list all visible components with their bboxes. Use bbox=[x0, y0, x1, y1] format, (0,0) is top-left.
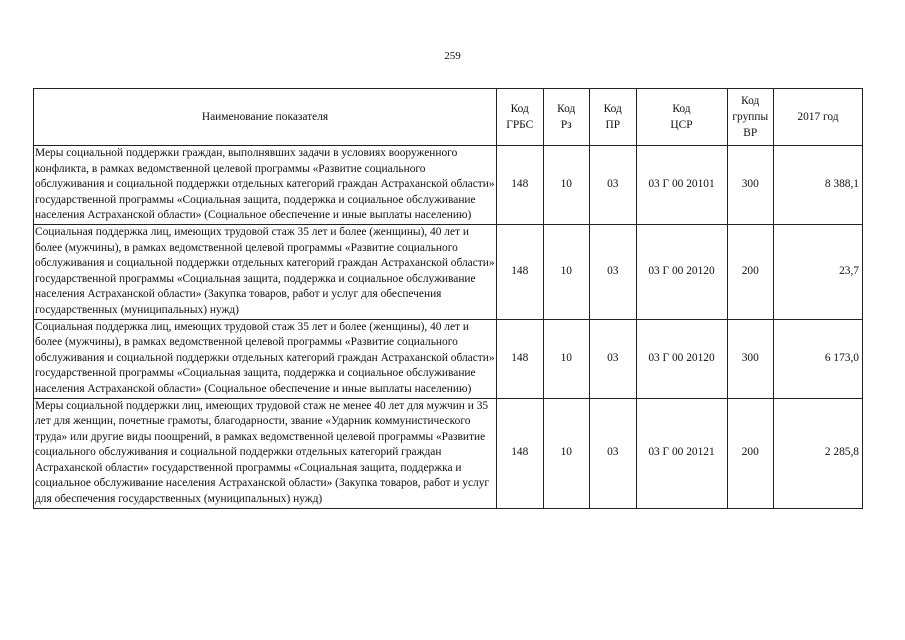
row-name: Меры социальной поддержки лиц, имеющих трудовой стаж не менее 40 лет для мужчин и 35 лет для женщин, почетные грамоты, благодарности, звание «Ударник коммунистического труда» или другие виды поощрений, в рамках ведомственной целевой программы «Развитие социального обслуживания и социальной поддержки отдельных категорий граждан Астраханской области» государственной программы «Социальная защита, поддержка и социальное обслуживание населения Астраханской области» (Закупка товаров, работ и услуг для обеспечения государственных (муниципальных) нужд) bbox=[34, 398, 497, 508]
header-pr-line1: Код bbox=[603, 103, 622, 115]
row-csr: 03 Г 00 20121 bbox=[636, 398, 727, 508]
table-row bbox=[34, 319, 863, 398]
row-pr: 03 bbox=[590, 398, 637, 508]
header-vr-line1: Код bbox=[741, 95, 760, 107]
header-grbs bbox=[497, 89, 544, 146]
header-rz-line1: Код bbox=[557, 103, 576, 115]
row-vr: 300 bbox=[727, 319, 774, 398]
row-vr: 200 bbox=[727, 224, 774, 319]
header-grbs-line1: Код bbox=[510, 103, 529, 115]
row-pr: 03 bbox=[590, 146, 637, 225]
header-vr bbox=[727, 89, 774, 146]
header-csr bbox=[636, 89, 727, 146]
row-csr: 03 Г 00 20101 bbox=[636, 146, 727, 225]
row-rz: 10 bbox=[543, 319, 590, 398]
row-rz: 10 bbox=[543, 146, 590, 225]
row-pr: 03 bbox=[590, 224, 637, 319]
header-row bbox=[34, 89, 863, 146]
row-amount: 8 388,1 bbox=[774, 146, 863, 225]
row-grbs: 148 bbox=[497, 224, 544, 319]
header-rz-line2: Рз bbox=[560, 119, 572, 131]
row-amount: 23,7 bbox=[774, 224, 863, 319]
header-pr-line2: ПР bbox=[605, 119, 621, 131]
page-number: 259 bbox=[444, 50, 461, 62]
budget-table bbox=[33, 88, 863, 509]
header-csr-line2: ЦСР bbox=[670, 119, 693, 131]
header-name: Наименование показателя bbox=[34, 89, 497, 146]
table-row bbox=[34, 146, 863, 225]
row-rz: 10 bbox=[543, 224, 590, 319]
row-amount: 2 285,8 bbox=[774, 398, 863, 508]
header-pr bbox=[590, 89, 637, 146]
row-grbs: 148 bbox=[497, 146, 544, 225]
table-row bbox=[34, 398, 863, 508]
header-grbs-line2: ГРБС bbox=[506, 119, 534, 131]
row-vr: 300 bbox=[727, 146, 774, 225]
row-name: Меры социальной поддержки граждан, выполнявших задачи в условиях вооруженного конфликта, в рамках ведомственной целевой программы «Развитие социального обслуживания и социальной поддержки отдельных категорий граждан Астраханской области» государственной программы «Социальная защита, поддержка и социальное обслуживание населения Астраханской области» (Социальное обеспечение и иные выплаты населению) bbox=[34, 146, 497, 225]
header-year: 2017 год bbox=[774, 89, 863, 146]
row-amount: 6 173,0 bbox=[774, 319, 863, 398]
header-csr-line1: Код bbox=[672, 103, 691, 115]
row-name: Социальная поддержка лиц, имеющих трудовой стаж 35 лет и более (женщины), 40 лет и более (мужчины), в рамках ведомственной целевой программы «Развитие социального обслуживания и социальной поддержки отдельных категорий граждан Астраханской области» государственной программы «Социальная защита, поддержка и социальное обслуживание населения Астраханской области» (Закупка товаров, работ и услуг для обеспечения государственных (муниципальных) нужд) bbox=[34, 224, 497, 319]
table-row bbox=[34, 224, 863, 319]
row-pr: 03 bbox=[590, 319, 637, 398]
header-rz bbox=[543, 89, 590, 146]
row-csr: 03 Г 00 20120 bbox=[636, 319, 727, 398]
header-vr-line3: ВР bbox=[743, 127, 758, 139]
row-name: Социальная поддержка лиц, имеющих трудовой стаж 35 лет и более (женщины), 40 лет и более (мужчины), в рамках ведомственной целевой программы «Развитие социального обслуживания и социальной поддержки отдельных категорий граждан Астраханской области» государственной программы «Социальная защита, поддержка и социальное обслуживание населения Астраханской области» (Социальное обеспечение и иные выплаты населению) bbox=[34, 319, 497, 398]
header-vr-line2: группы bbox=[732, 111, 769, 123]
row-vr: 200 bbox=[727, 398, 774, 508]
row-grbs: 148 bbox=[497, 319, 544, 398]
row-csr: 03 Г 00 20120 bbox=[636, 224, 727, 319]
row-grbs: 148 bbox=[497, 398, 544, 508]
row-rz: 10 bbox=[543, 398, 590, 508]
